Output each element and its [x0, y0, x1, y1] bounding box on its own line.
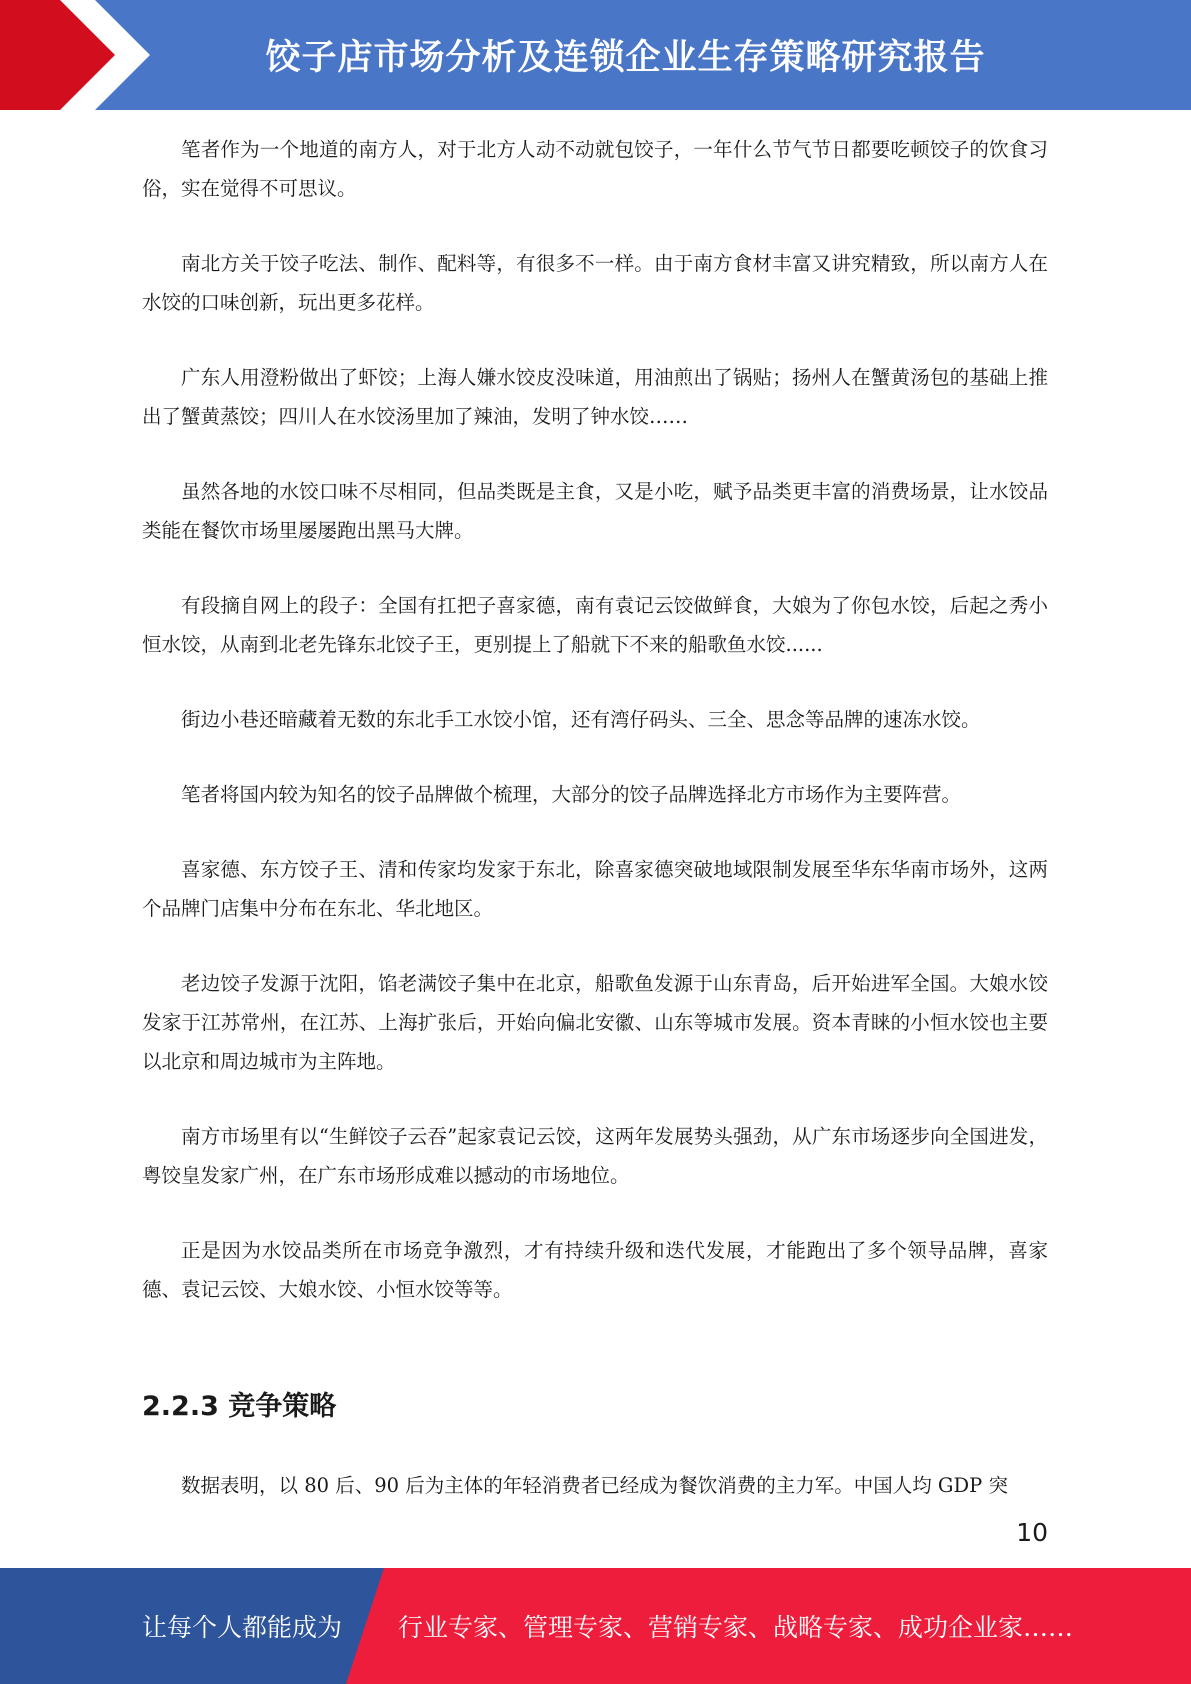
paragraph: 笔者将国内较为知名的饺子品牌做个梳理，大部分的饺子品牌选择北方市场作为主要阵营。 [181, 783, 962, 806]
paragraph: 广东人用澄粉做出了虾饺；上海人嫌水饺皮没味道，用油煎出了锅贴；扬州人在蟹黄汤包的基础上推出了蟹黄蒸饺；四川人在水饺汤里加了辣油，发明了钟水饺…… [142, 366, 1048, 428]
page-header [0, 0, 1191, 110]
page-number: 10 [1016, 1518, 1048, 1547]
document-title: 饺子店市场分析及连锁企业生存策略研究报告 [265, 38, 986, 78]
header-chevron-icon [0, 0, 150, 110]
footer-slogan-right: 行业专家、管理专家、营销专家、战略专家、成功企业家…… [398, 1613, 1074, 1642]
paragraph: 笔者作为一个地道的南方人，对于北方人动不动就包饺子，一年什么节气节日都要吃顿饺子的饮食习俗，实在觉得不可思议。 [142, 138, 1048, 200]
paragraph: 街边小巷还暗藏着无数的东北手工水饺小馆，还有湾仔码头、三全、思念等品牌的速冻水饺。 [181, 708, 981, 731]
paragraph: 数据表明，以 80 后、90 后为主体的年轻消费者已经成为餐饮消费的主力军。中国人均 GDP 突 [181, 1474, 1008, 1497]
paragraph: 有段摘自网上的段子：全国有扛把子喜家德，南有袁记云饺做鲜食，大娘为了你包水饺，后起之秀小恒水饺，从南到北老先锋东北饺子王，更别提上了船就下不来的船歌鱼水饺...... [142, 594, 1048, 656]
paragraph: 南方市场里有以“生鲜饺子云吞”起家袁记云饺，这两年发展势头强劲，从广东市场逐步向全国进发，粤饺皇发家广州，在广东市场形成难以撼动的市场地位。 [142, 1125, 1048, 1187]
section-heading: 2.2.3 竞争策略 [142, 1391, 337, 1422]
page-footer [0, 1568, 1191, 1684]
paragraph: 喜家德、东方饺子王、清和传家均发家于东北，除喜家德突破地域限制发展至华东华南市场外，这两个品牌门店集中分布在东北、华北地区。 [142, 858, 1048, 920]
paragraph: 南北方关于饺子吃法、制作、配料等，有很多不一样。由于南方食材丰富又讲究精致，所以南方人在水饺的口味创新，玩出更多花样。 [142, 252, 1048, 314]
document-body [142, 130, 1048, 1309]
paragraph: 虽然各地的水饺口味不尽相同，但品类既是主食，又是小吃，赋予品类更丰富的消费场景，让水饺品类能在餐饮市场里屡屡跑出黑马大牌。 [142, 480, 1048, 542]
paragraph: 正是因为水饺品类所在市场竞争激烈，才有持续升级和迭代发展，才能跑出了多个领导品牌，喜家德、袁记云饺、大娘水饺、小恒水饺等等。 [142, 1239, 1048, 1301]
paragraph: 老边饺子发源于沈阳，馅老满饺子集中在北京，船歌鱼发源于山东青岛，后开始进军全国。大娘水饺发家于江苏常州，在江苏、上海扩张后，开始向偏北安徽、山东等城市发展。资本青睐的小恒水饺也主要以北京和周边城市为主阵地。 [142, 972, 1048, 1073]
footer-slogan-left: 让每个人都能成为 [142, 1613, 343, 1642]
